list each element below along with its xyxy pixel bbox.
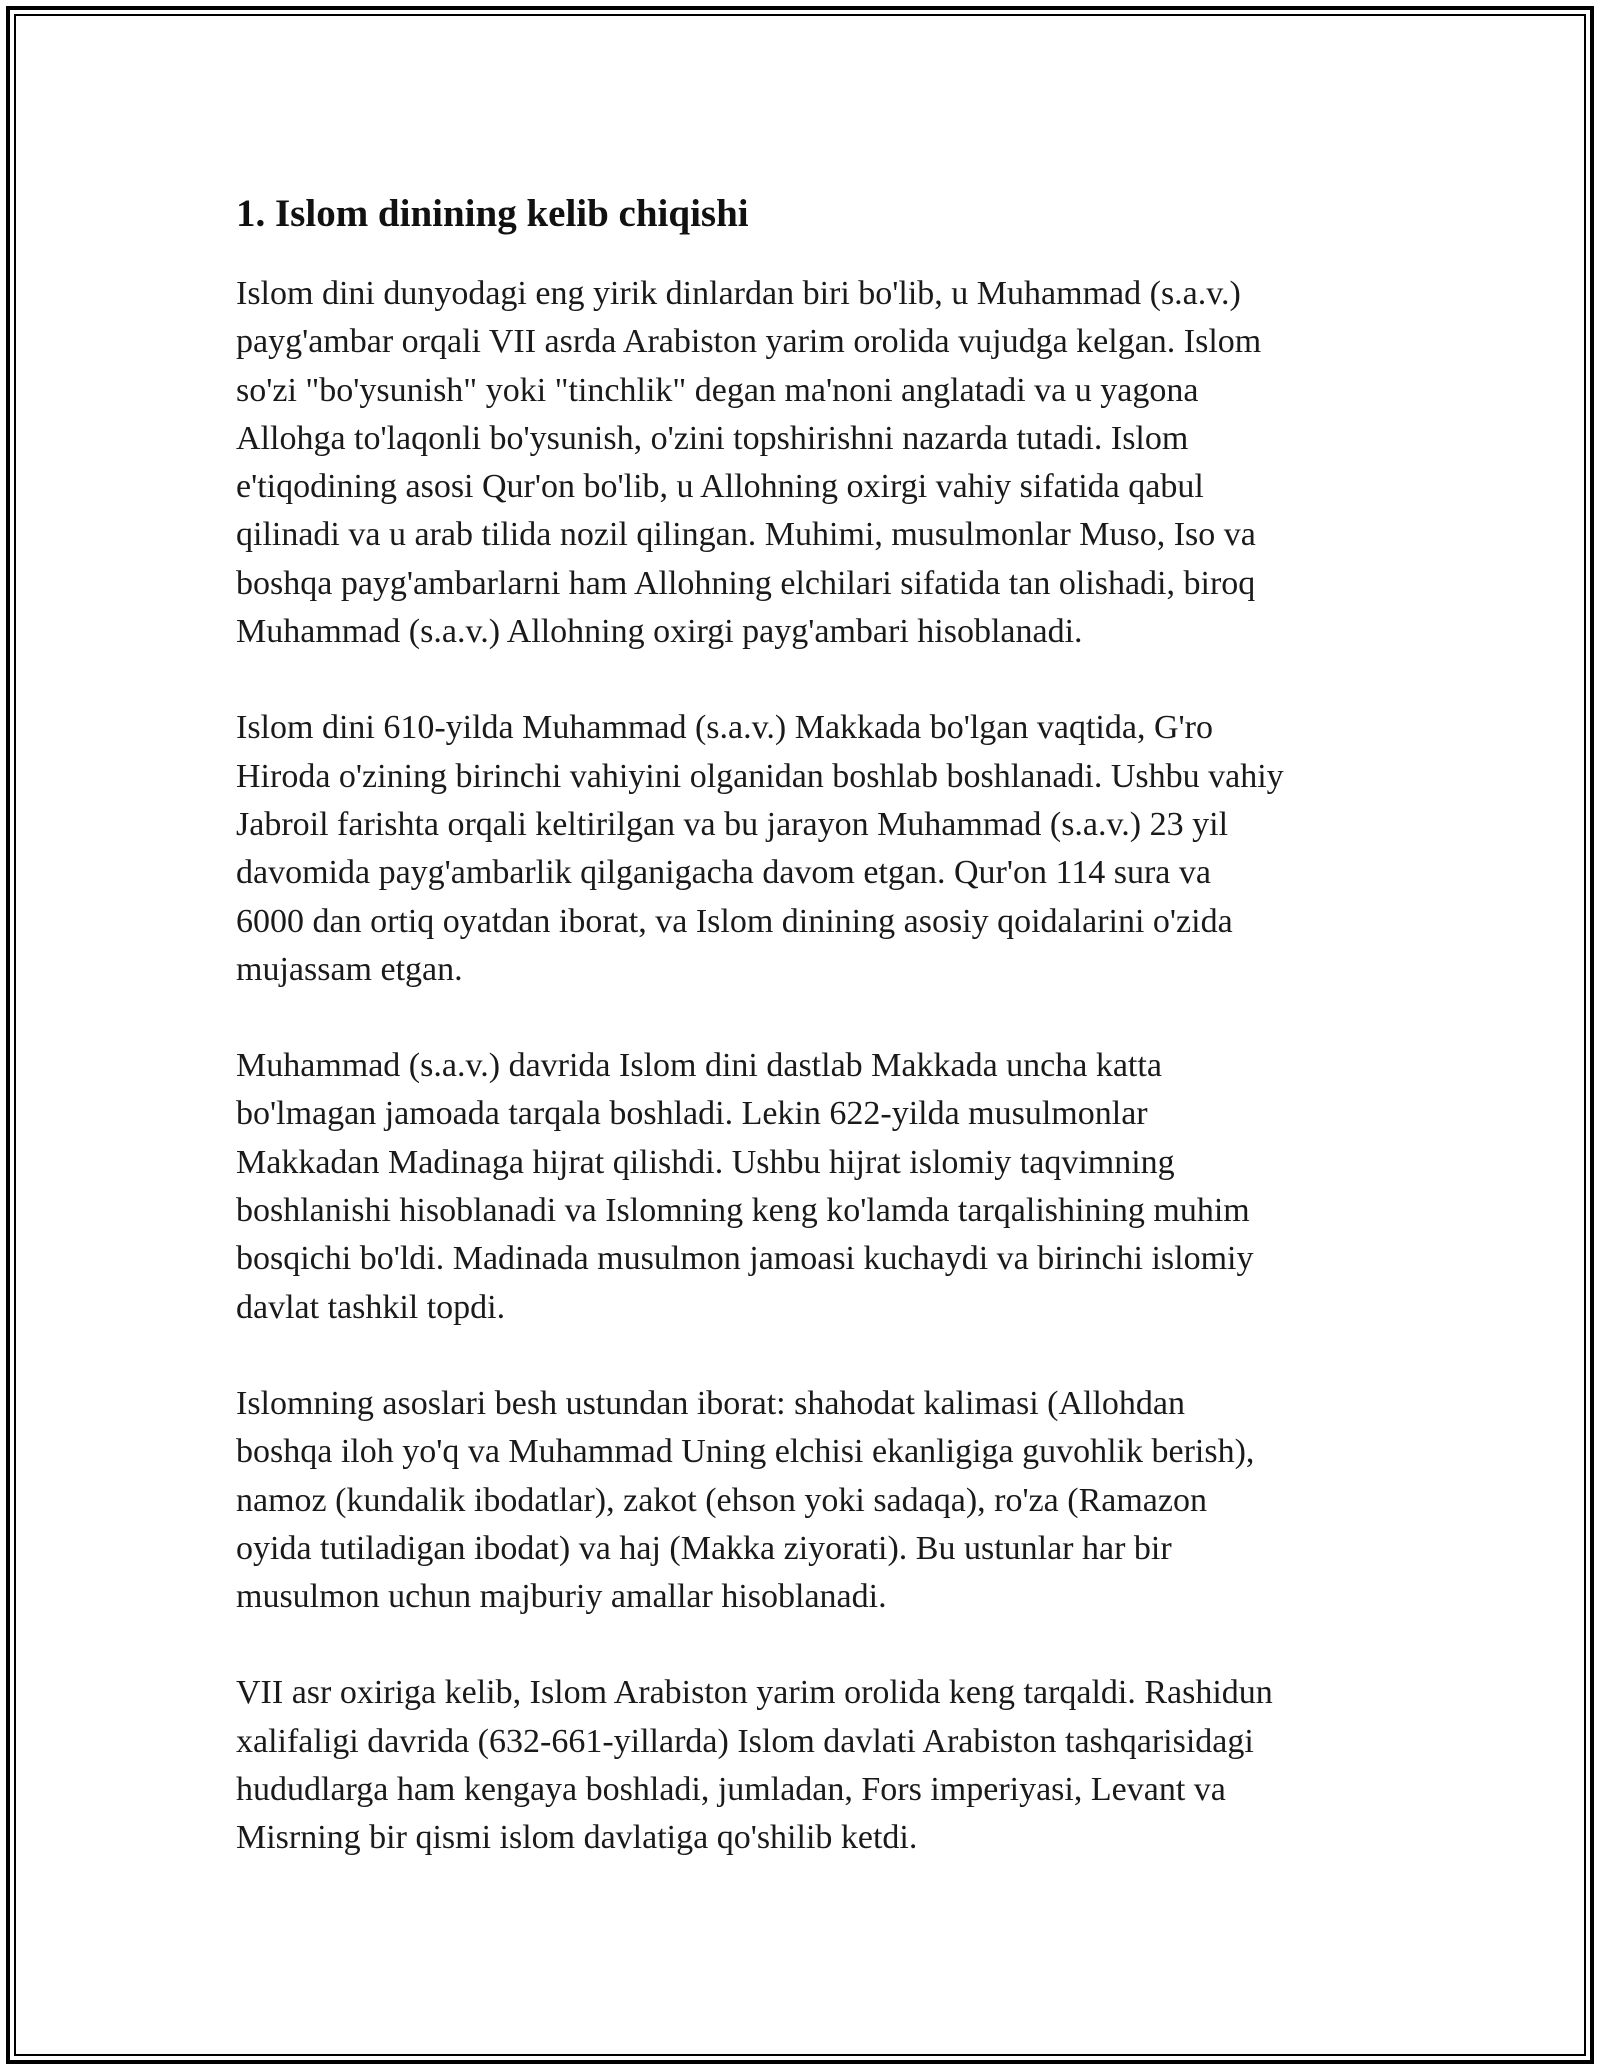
paragraph-2: Islom dini 610-yilda Muhammad (s.a.v.) Makkada bo'lgan vaqtida, G'ro Hiroda o'zining birinchi vahiyini olganidan boshlab boshlanadi. Ushbu vahiy Jabroil farishta orqali keltirilgan va bu jarayon Muhammad (s.a.v.) 23 yil davomida payg'ambarlik qilganigacha davom etgan. Qur'on 114 sura va 6000 dan ortiq oyatdan iborat, va Islom dinining asosiy qoidalarini o'zida mujassam etgan.	[236, 709, 1284, 988]
paragraph-3: Muhammad (s.a.v.) davrida Islom dini dastlab Makkada uncha katta bo'lmagan jamoada tarqala boshladi. Lekin 622-yilda musulmonlar Makkadan Madinaga hijrat qilishdi. Ushbu hijrat islomiy taqvimning boshlanishi hisoblanadi va Islomning keng ko'lamda tarqalishining muhim bosqichi bo'ldi. Madinada musulmon jamoasi kuchaydi va birinchi islomiy davlat tashkil topdi.	[236, 1047, 1254, 1326]
paragraph-5: VII asr oxiriga kelib, Islom Arabiston yarim orolida keng tarqaldi. Rashidun xalifaligi davrida (632-661-yillarda) Islom davlati Arabiston tashqarisidagi hududlarga ham kengaya boshladi, jumladan, Fors imperiyasi, Levant va Misrning bir qismi islom davlatiga qo'shilib ketdi.	[236, 1674, 1273, 1857]
section-heading: 1. Islom dinining kelib chiqishi	[236, 192, 749, 235]
document-body	[236, 184, 1366, 1911]
paragraph-1: Islom dini dunyodagi eng yirik dinlardan biri bo'lib, u Muhammad (s.a.v.) payg'ambar orqali VII asrda Arabiston yarim orolida vujudga kelgan. Islom so'zi "bo'ysunish" yoki "tinchlik" degan ma'noni anglatadi va u yagona Allohga to'laqonli bo'ysunish, o'zini topshirishni nazarda tutadi. Islom e'tiqodining asosi Qur'on bo'lib, u Allohning oxirgi vahiy sifatida qabul qilinadi va u arab tilida nozil qilingan. Muhimi, musulmonlar Muso, Iso va boshqa payg'ambarlarni ham Allohning elchilari sifatida tan olishadi, biroq Muhammad (s.a.v.) Allohning oxirgi payg'ambari hisoblanadi.	[236, 275, 1262, 651]
paragraph-4: Islomning asoslari besh ustundan iborat: shahodat kalimasi (Allohdan boshqa iloh yo'q va Muhammad Uning elchisi ekanligiga guvohlik berish), namoz (kundalik ibodatlar), zakot (ehson yoki sadaqa), ro'za (Ramazon oyida tutiladigan ibodat) va haj (Makka ziyorati). Bu ustunlar har bir musulmon uchun majburiy amallar hisoblanadi.	[236, 1384, 1255, 1616]
